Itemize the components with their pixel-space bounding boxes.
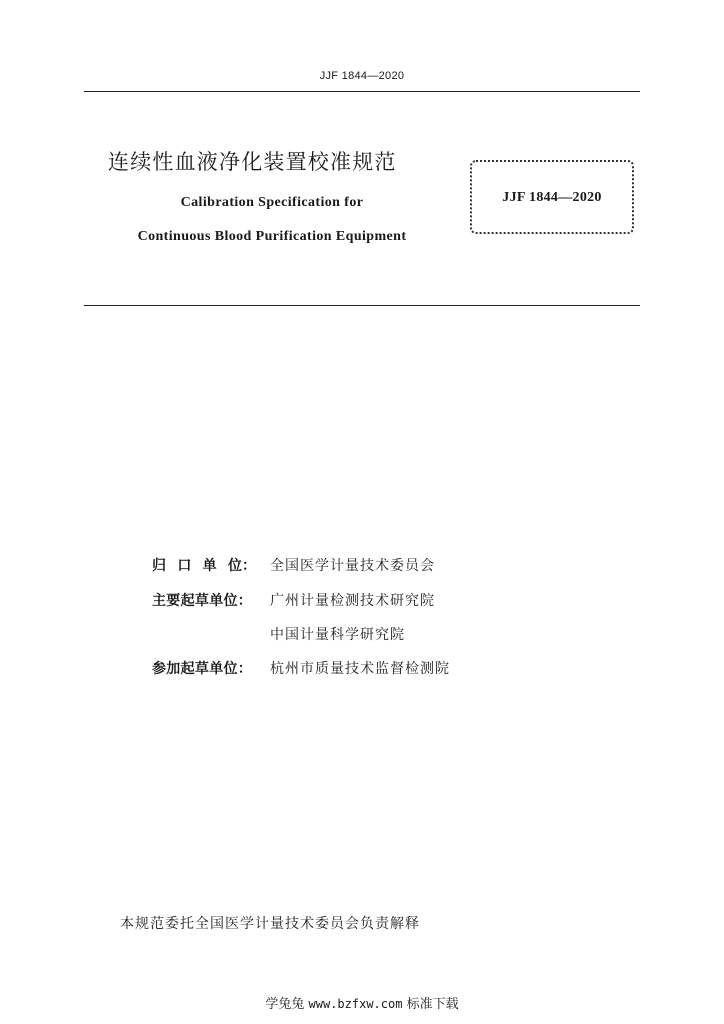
org-label-empty bbox=[152, 624, 270, 644]
watermark-prefix: 学兔兔 bbox=[265, 997, 305, 1012]
org-row-main-drafting bbox=[152, 590, 435, 610]
org-label-char: 位： bbox=[227, 558, 256, 574]
org-label-responsible bbox=[152, 555, 256, 575]
standard-code-box bbox=[470, 160, 634, 234]
org-label-char: 口 bbox=[177, 558, 192, 574]
org-value-participating: 杭州市质量技术监督检测院 bbox=[270, 661, 450, 677]
document-title-english-line1: Calibration Specification for bbox=[180, 195, 364, 210]
org-value-main-drafting-1: 广州计量检测技术研究院 bbox=[270, 593, 435, 609]
bottom-divider bbox=[84, 305, 640, 306]
document-title-chinese: 连续性血液净化装置校准规范 bbox=[108, 150, 397, 174]
header-standard-code: JJF 1844—2020 bbox=[319, 70, 405, 82]
org-row-main-drafting-2 bbox=[152, 624, 405, 644]
interpretation-note: 本规范委托全国医学计量技术委员会负责解释 bbox=[120, 916, 420, 932]
org-label-participating: 参加起草单位： bbox=[152, 661, 253, 677]
org-value-main-drafting-2: 中国计量科学研究院 bbox=[270, 627, 405, 643]
top-divider bbox=[84, 91, 640, 92]
download-watermark bbox=[0, 993, 724, 1012]
standard-code-box-text: JJF 1844—2020 bbox=[502, 190, 602, 205]
org-row-participating bbox=[152, 658, 450, 678]
document-title-english-line2: Continuous Blood Purification Equipment bbox=[137, 229, 407, 244]
watermark-url[interactable]: www.bzfxw.com bbox=[308, 997, 403, 1011]
org-label-char: 单 bbox=[202, 558, 217, 574]
org-row-responsible bbox=[152, 555, 435, 575]
watermark-suffix: 标准下载 bbox=[406, 997, 459, 1012]
org-label-main-drafting: 主要起草单位： bbox=[152, 593, 253, 609]
org-value-responsible: 全国医学计量技术委员会 bbox=[270, 558, 435, 574]
org-label-char: 归 bbox=[152, 558, 166, 574]
